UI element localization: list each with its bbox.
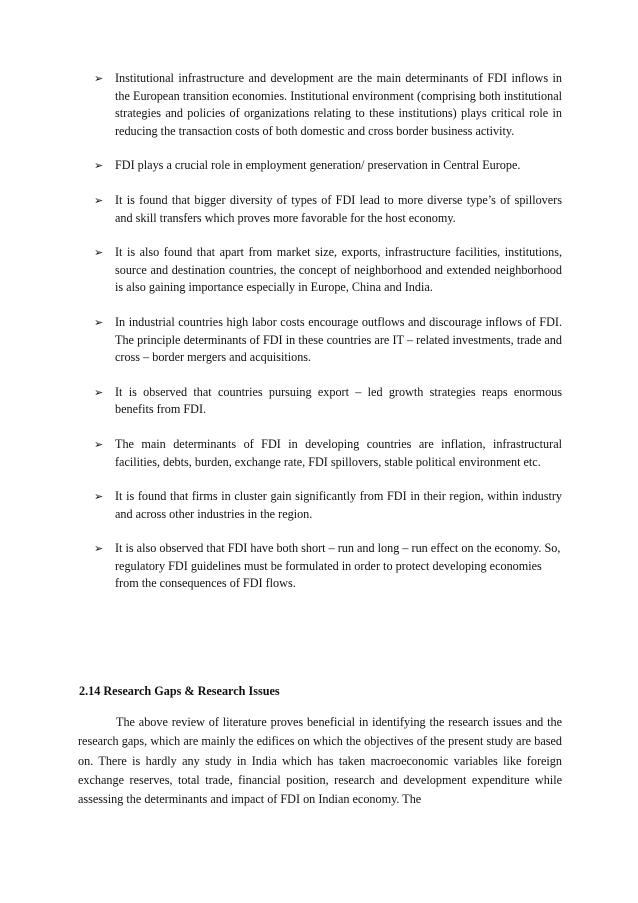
bullet-item [94, 384, 562, 419]
arrow-bullet-icon: ➢ [94, 315, 104, 329]
arrow-bullet-icon: ➢ [94, 159, 104, 173]
bullet-text: In industrial countries high labor costs encourage outflows and discourage inflows of FDI. The principle determinants of FDI in these countries are IT – related investments, trade and cross – border mergers and acquisitions. [115, 314, 562, 365]
bullet-item [94, 314, 562, 367]
section-heading: 2.14 Research Gaps & Research Issues [79, 684, 280, 698]
arrow-bullet-icon: ➢ [94, 437, 104, 451]
bullet-text: It is also observed that FDI have both short – run and long – run effect on the economy. So, regulatory FDI guidelines must be formulated in order to protect developing economies from the consequences of FDI flows. [115, 541, 561, 591]
arrow-bullet-icon: ➢ [94, 385, 104, 399]
bullet-item [94, 192, 562, 227]
arrow-bullet-icon: ➢ [94, 72, 104, 85]
arrow-bullet-icon: ➢ [94, 542, 104, 556]
bullet-item [94, 436, 562, 471]
body-paragraph: The above review of literature proves beneficial in identifying the research issues and the research gaps, which are mainly the edifices on which the objectives of the present study are based on. There is hardly any study in India which has taken macroeconomic variables like foreign exchange reserves, total trade, financial position, research and development expenditure while assessing the determinants and impact of FDI on Indian economy. The [78, 715, 562, 807]
bullet-text: The main determinants of FDI in developing countries are inflation, infrastructural facilities, debts, burden, exchange rate, FDI spillovers, stable political environment etc. [115, 436, 562, 469]
bullet-item [94, 540, 562, 593]
arrow-bullet-icon: ➢ [94, 246, 104, 260]
findings-bullet-list [94, 70, 562, 610]
bullet-text: FDI plays a crucial role in employment generation/ preservation in Central Europe. [115, 158, 521, 173]
bullet-text: It is found that bigger diversity of types of FDI lead to more diverse type’s of spillovers and skill transfers which proves more favorable for the host economy. [115, 192, 562, 225]
bullet-item [94, 488, 562, 523]
bullet-text: It is found that firms in cluster gain significantly from FDI in their region, within industry and across other industries in the region. [115, 489, 562, 521]
bullet-item [94, 70, 562, 140]
bullet-item [94, 244, 562, 297]
bullet-text: It is observed that countries pursuing export – led growth strategies reaps enormous benefits from FDI. [115, 384, 562, 417]
bullet-text: Institutional infrastructure and development are the main determinants of FDI inflows in the European transition economies. Institutional environment (comprising both institutional strategies and policies of organizations relating to these institutions) plays critical role in reducing the transaction costs of both domestic and cross border business activity. [115, 71, 562, 138]
bullet-text: It is also found that apart from market size, exports, infrastructure facilities, institutions, source and destination countries, the concept of neighborhood and extended neighborhood is also gaining importance especially in Europe, China and India. [115, 245, 562, 295]
arrow-bullet-icon: ➢ [94, 490, 104, 504]
arrow-bullet-icon: ➢ [94, 193, 104, 207]
bullet-item [94, 157, 562, 175]
